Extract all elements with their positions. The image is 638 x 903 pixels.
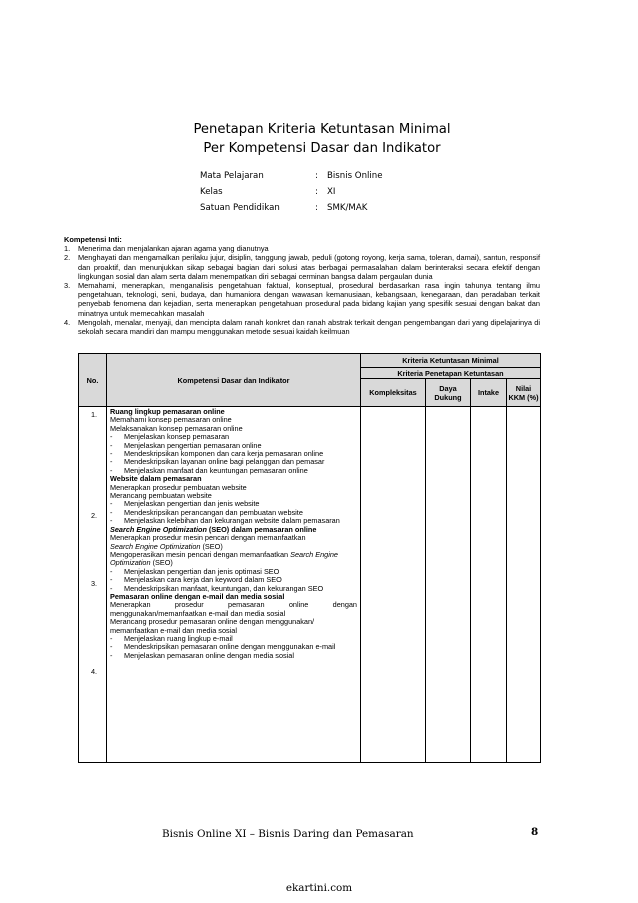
kd-line-italic: Search Engine Optimization (110, 549, 338, 568)
header-intake: Intake (471, 379, 507, 407)
kd-number: 4. (90, 667, 98, 676)
meta-value: XI (327, 187, 336, 197)
indicator: - Mendeskripsikan perancangan dan pembuatan website (110, 509, 357, 517)
subject-meta (200, 171, 383, 219)
kd-line: Merancang prosedur pemasaran online dengan menggunakan/ memanfaatkan e-mail dan media sosial (110, 617, 315, 635)
meta-row-subject (200, 171, 383, 187)
source-site: ekartini.com (285, 882, 353, 894)
kd-line-italic: Search Engine Optimization (110, 541, 201, 551)
indicator: - Mendeskripsikan manfaat, keuntungan, dan kekurangan SEO (110, 585, 357, 593)
kkm-table (78, 353, 541, 763)
kd-line: Menerapkan prosedur pembuatan website (110, 482, 247, 492)
list-item (64, 244, 540, 253)
kd-title-rest: (SEO) dalam pemasaran online (206, 524, 317, 534)
kd-line (110, 534, 357, 551)
indicator: - Menjelaskan pengertian dan jenis optimasi SEO (110, 568, 357, 576)
kompetensi-inti-list (64, 244, 540, 336)
kd-number: 2. (90, 511, 98, 520)
kd-title: Website dalam pemasaran (110, 474, 202, 484)
indicator: - Mendeskripsikan layanan online bagi pelanggan dan pemasar (110, 458, 357, 466)
kd-line-text: Mengoperasikan mesin pencari dengan memanfaatkan (110, 549, 291, 559)
indicator: - Menjelaskan cara kerja dan keyword dalam SEO (110, 576, 357, 584)
kd-line: Menerapkan prosedur pemasaran online dengan menggunakan/memanfaatkan e-mail dan media sosial (110, 600, 357, 618)
header-penetapan: Kriteria Penetapan Ketuntasan (361, 368, 541, 379)
list-text: Menghayati dan mengamalkan perilaku jujur, disiplin, tanggung jawab, peduli (gotong royong, kerja sama, toleran, damai), santun, responsif dan proaktif, dan menunjukkan sikap sebagai bagian dari solusi atas berbagai permasalahan dalam berinteraksi secara efektif dengan lingkungan sosial dan alam serta dalam menempatkan diri sebagai cerminan bangsa dalam pergaulan dunia (78, 253, 540, 281)
indicator: - Menjelaskan pengertian pemasaran online (110, 442, 357, 450)
indicator: - Menjelaskan pengertian dan jenis website (110, 500, 357, 508)
table-cell-daya-dukung (426, 407, 471, 763)
table-cell-kompleksitas (361, 407, 426, 763)
meta-colon: : (315, 171, 318, 181)
table-cell-intake (471, 407, 507, 763)
kd-line-end: (SEO) (200, 541, 223, 551)
meta-row-class (200, 187, 383, 203)
header-no: No. (79, 354, 107, 407)
kd-line (110, 551, 357, 568)
kd-line-end: (SEO) (150, 558, 173, 568)
indicator: - Menjelaskan kelebihan dan kekurangan website dalam pemasaran (110, 517, 357, 525)
kd-number: 1. (90, 410, 98, 419)
kompetensi-inti-heading: Kompetensi Inti: (64, 235, 122, 244)
meta-value: SMK/MAK (327, 203, 368, 213)
kd-title: Ruang lingkup pemasaran online (110, 407, 225, 416)
footer-book-title: Bisnis Online XI – Bisnis Daring dan Pemasaran (162, 828, 414, 840)
list-number: 2. (64, 253, 71, 263)
indicator: - Menjelaskan konsep pemasaran (110, 433, 357, 441)
indicator: - Menjelaskan ruang lingkup e-mail (110, 635, 357, 643)
table-cell-nilai-kkm (507, 407, 541, 763)
list-item (64, 253, 540, 281)
kd-line-text: Menerapkan prosedur mesin pencari dengan memanfaatkan (110, 533, 306, 543)
table-cell-kompetensi (107, 407, 361, 763)
kd-title-italic: Search Engine Optimization (110, 524, 207, 534)
list-text: Mengolah, menalar, menyaji, dan mencipta dalam ranah konkret dan ranah abstrak terkait dengan pengembangan dari yang dipelajarinya di sekolah secara mandiri dan mampu menggunakan metode sesuai kaidah keilmuan (78, 317, 540, 337)
page-subtitle: Per Kompetensi Dasar dan Indikator (203, 141, 441, 156)
meta-value: Bisnis Online (327, 171, 383, 181)
meta-label: Mata Pelajaran (200, 171, 264, 181)
indicator: - Menjelaskan manfaat dan keuntungan pemasaran online (110, 467, 357, 475)
kd-line: Merancang pembuatan website (110, 491, 212, 501)
indicator: - Mendeskripsikan komponen dan cara kerja pemasaran online (110, 450, 357, 458)
list-item (64, 318, 540, 336)
header-kompetensi: Kompetensi Dasar dan Indikator (107, 354, 361, 407)
list-number: 3. (64, 281, 71, 291)
list-number: 1. (64, 244, 71, 254)
kd-line: Memahami konsep pemasaran online (110, 415, 232, 425)
meta-label: Satuan Pendidikan (200, 203, 280, 213)
list-text: Memahami, menerapkan, menganalisis pengetahuan faktual, konseptual, prosedural berdasarkan rasa ingin tahunya tentang ilmu pengetahuan, teknologi, seni, budaya, dan humaniora dengan wawasan kemanusiaan, kebangsaan, kenegaraan, dan peradaban terkait penyebab fenomena dan kejadian, serta menerapkan pengetahuan prosedural pada bidang kajian yang spesifik sesuai dengan bakat dan minatnya untuk memecahkan masalah (78, 281, 540, 318)
meta-label: Kelas (200, 187, 223, 197)
page-title: Penetapan Kriteria Ketuntasan Minimal (193, 122, 451, 137)
indicator: - Mendeskripsikan pemasaran online dengan menggunakan e-mail (110, 643, 357, 651)
header-nilai-kkm: Nilai KKM (%) (507, 379, 541, 407)
meta-row-school (200, 203, 383, 219)
header-daya-dukung: Daya Dukung (426, 379, 471, 407)
header-kompleksitas: Kompleksitas (361, 379, 426, 407)
kompetensi-inti (64, 235, 540, 336)
list-number: 4. (64, 317, 71, 327)
kd-title: Pemasaran online dengan e-mail dan media sosial (110, 591, 285, 601)
list-item (64, 281, 540, 318)
header-kkm: Kriteria Ketuntasan Minimal (361, 354, 541, 368)
kd-number: 3. (90, 579, 98, 588)
meta-colon: : (315, 187, 318, 197)
indicator: - Menjelaskan pemasaran online dengan media sosial (110, 652, 357, 660)
page-number: 8 (531, 826, 539, 838)
meta-colon: : (315, 203, 318, 213)
list-text: Menerima dan menjalankan ajaran agama yang dianutnya (78, 244, 269, 254)
kd-line: Melaksanakan konsep pemasaran online (110, 423, 243, 433)
